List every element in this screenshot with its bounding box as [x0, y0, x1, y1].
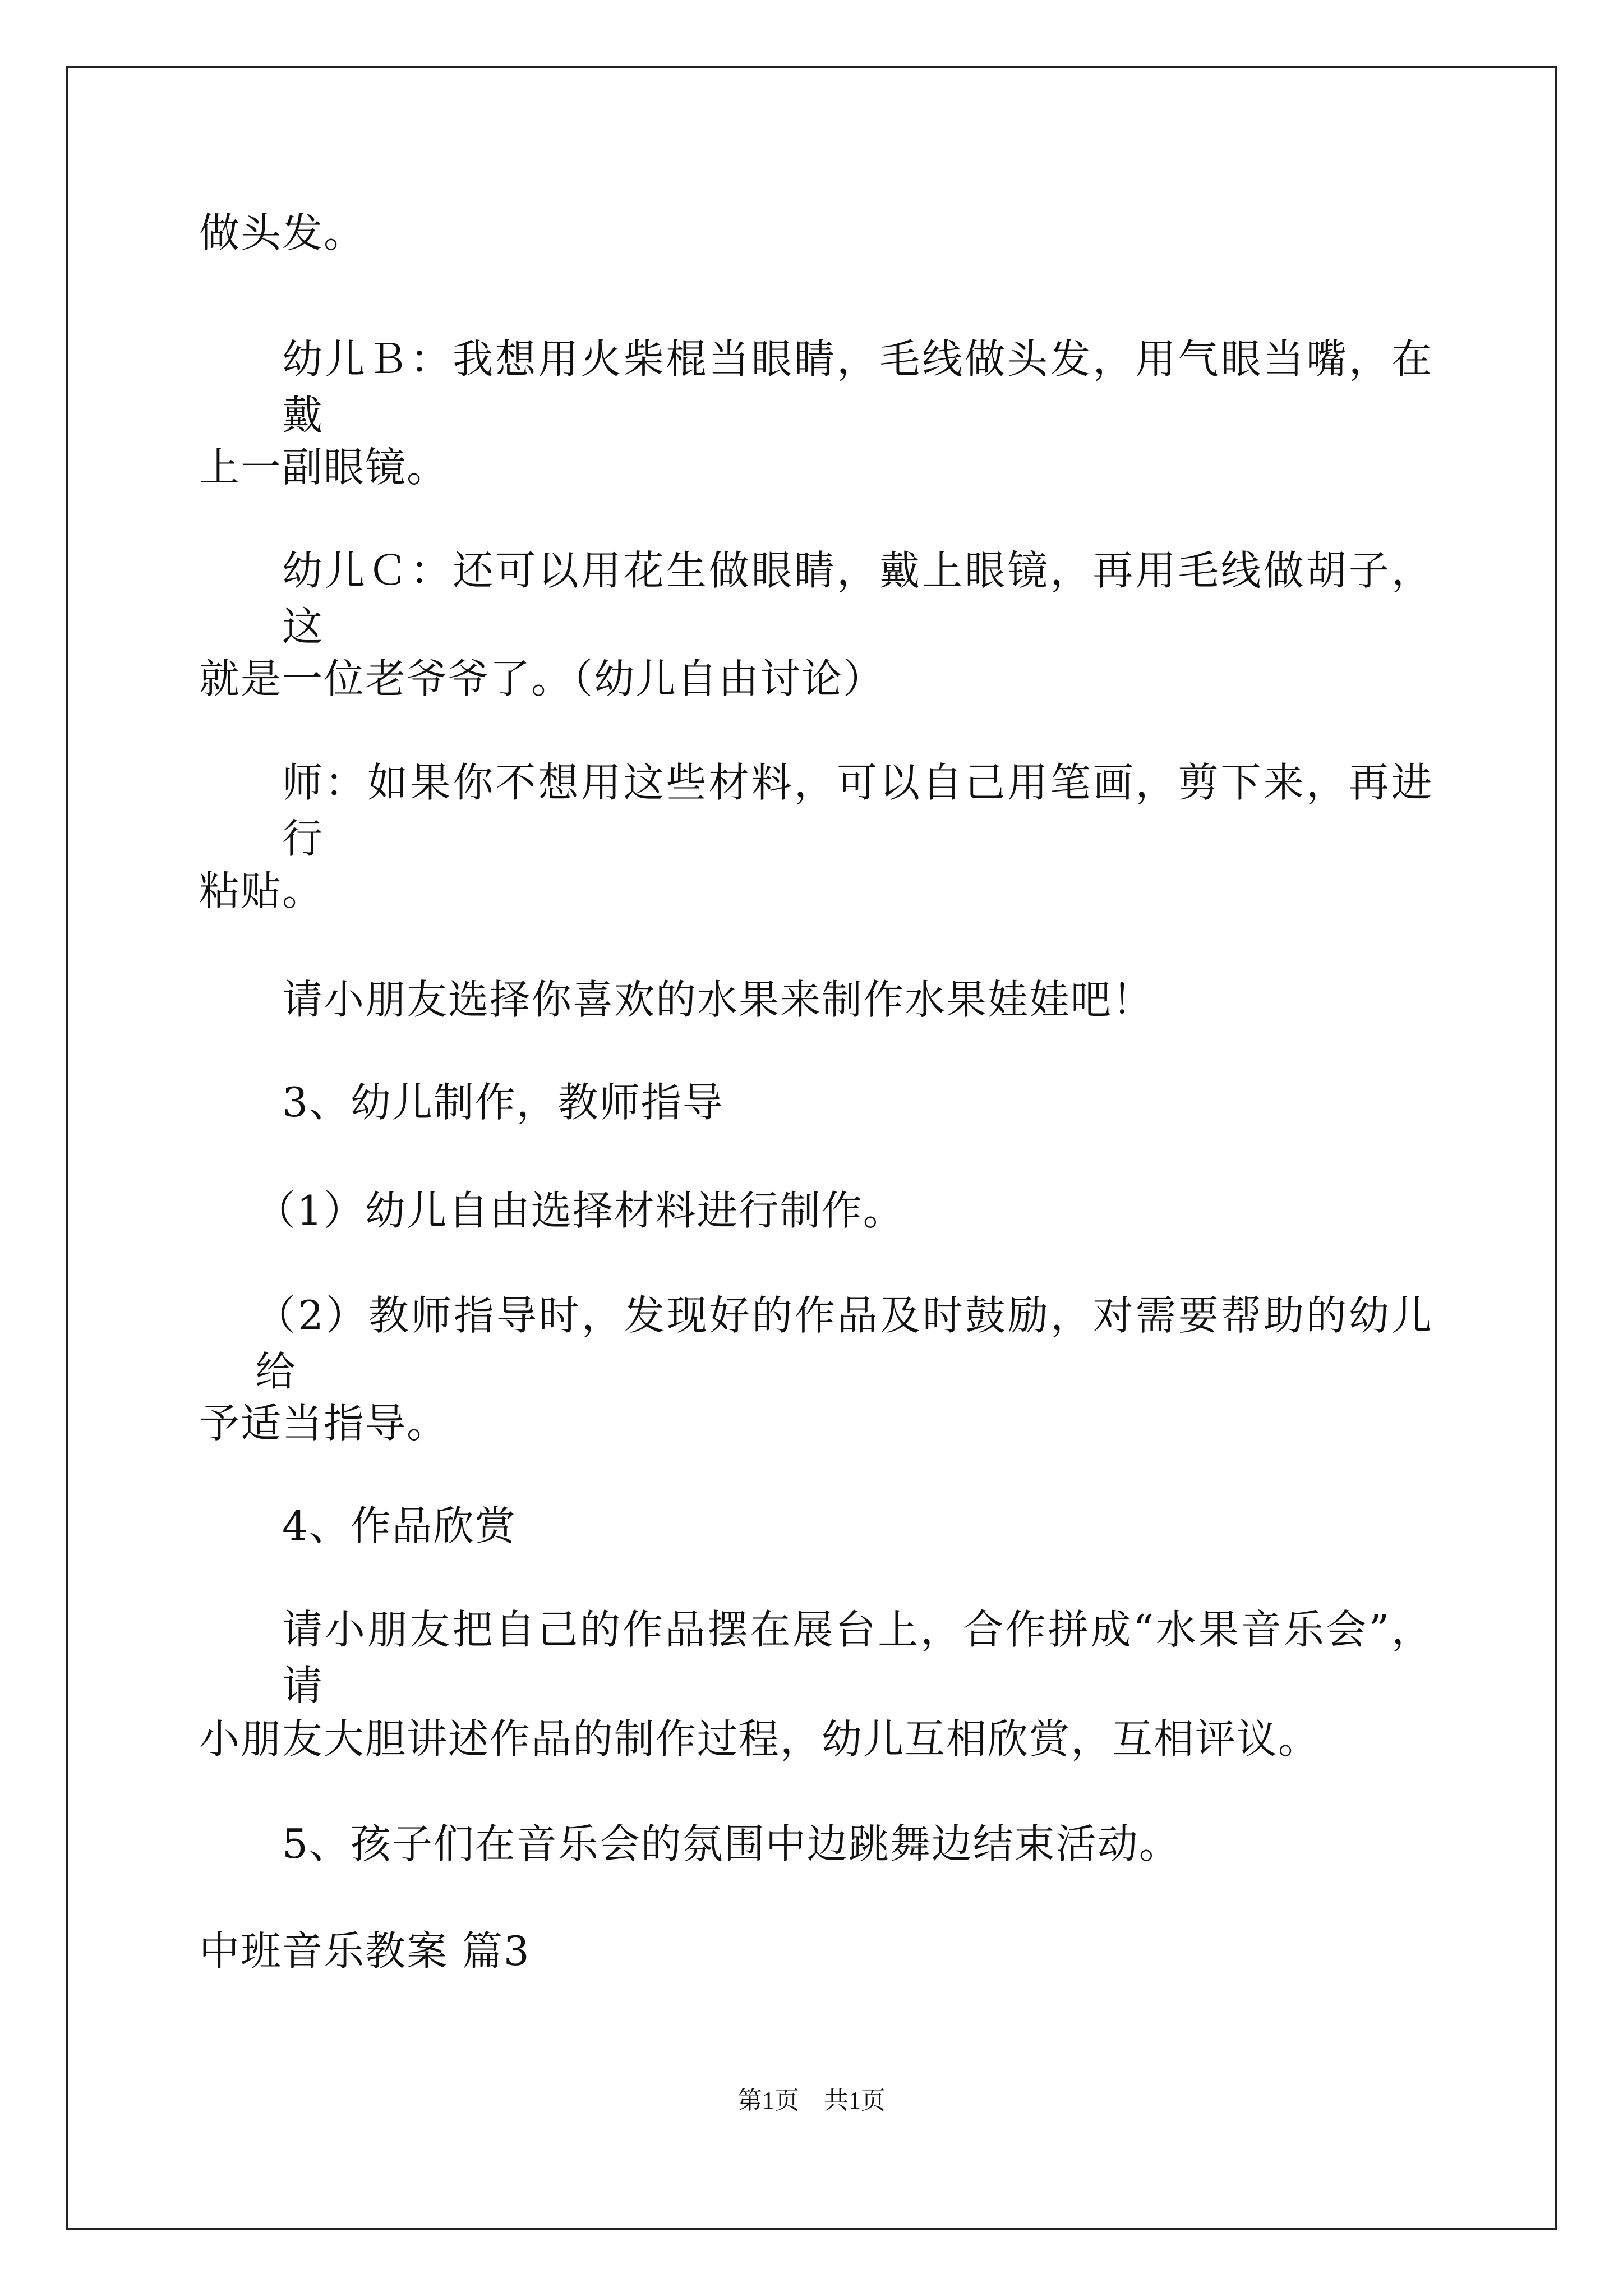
- text-line: 小朋友大胆讲述作品的制作过程，幼儿互相欣赏，互相评议。: [199, 1715, 1320, 1763]
- text-line: 幼儿Ｃ：还可以用花生做眼睛，戴上眼镜，再用毛线做胡子，这: [282, 547, 1433, 650]
- section-title: 中班音乐教案 篇3: [199, 1927, 531, 1975]
- text-line: 做头发。: [199, 209, 366, 256]
- section-heading: 3、幼儿制作，教师指导: [282, 1079, 724, 1126]
- text-line: 5、孩子们在音乐会的氛围中边跳舞边结束活动。: [282, 1820, 1181, 1867]
- text-line: （2）教师指导时，发现好的作品及时鼓励，对需要帮助的幼儿给: [255, 1292, 1433, 1395]
- text-line: 就是一位老爷爷了。（幼儿自由讨论）: [199, 655, 885, 702]
- text-line: 上一副眼镜。: [199, 444, 449, 491]
- page-number: 第1页 共1页: [737, 2087, 886, 2114]
- text-line: 师：如果你不想用这些材料，可以自己用笔画，剪下来，再进行: [282, 759, 1433, 862]
- text-line: 粘贴。: [199, 867, 324, 914]
- text-line: （1）幼儿自由选择材料进行制作。: [255, 1187, 905, 1234]
- text-line: 予适当指导。: [199, 1400, 449, 1447]
- section-heading: 4、作品欣赏: [282, 1502, 517, 1549]
- text-line: 幼儿Ｂ：我想用火柴棍当眼睛，毛线做头发，用气眼当嘴，在戴: [282, 335, 1433, 439]
- text-line: 请小朋友选择你喜欢的水果来制作水果娃娃吧！: [282, 976, 1154, 1023]
- text-line: 请小朋友把自己的作品摆在展台上，合作拼成“水果音乐会”，请: [282, 1606, 1433, 1709]
